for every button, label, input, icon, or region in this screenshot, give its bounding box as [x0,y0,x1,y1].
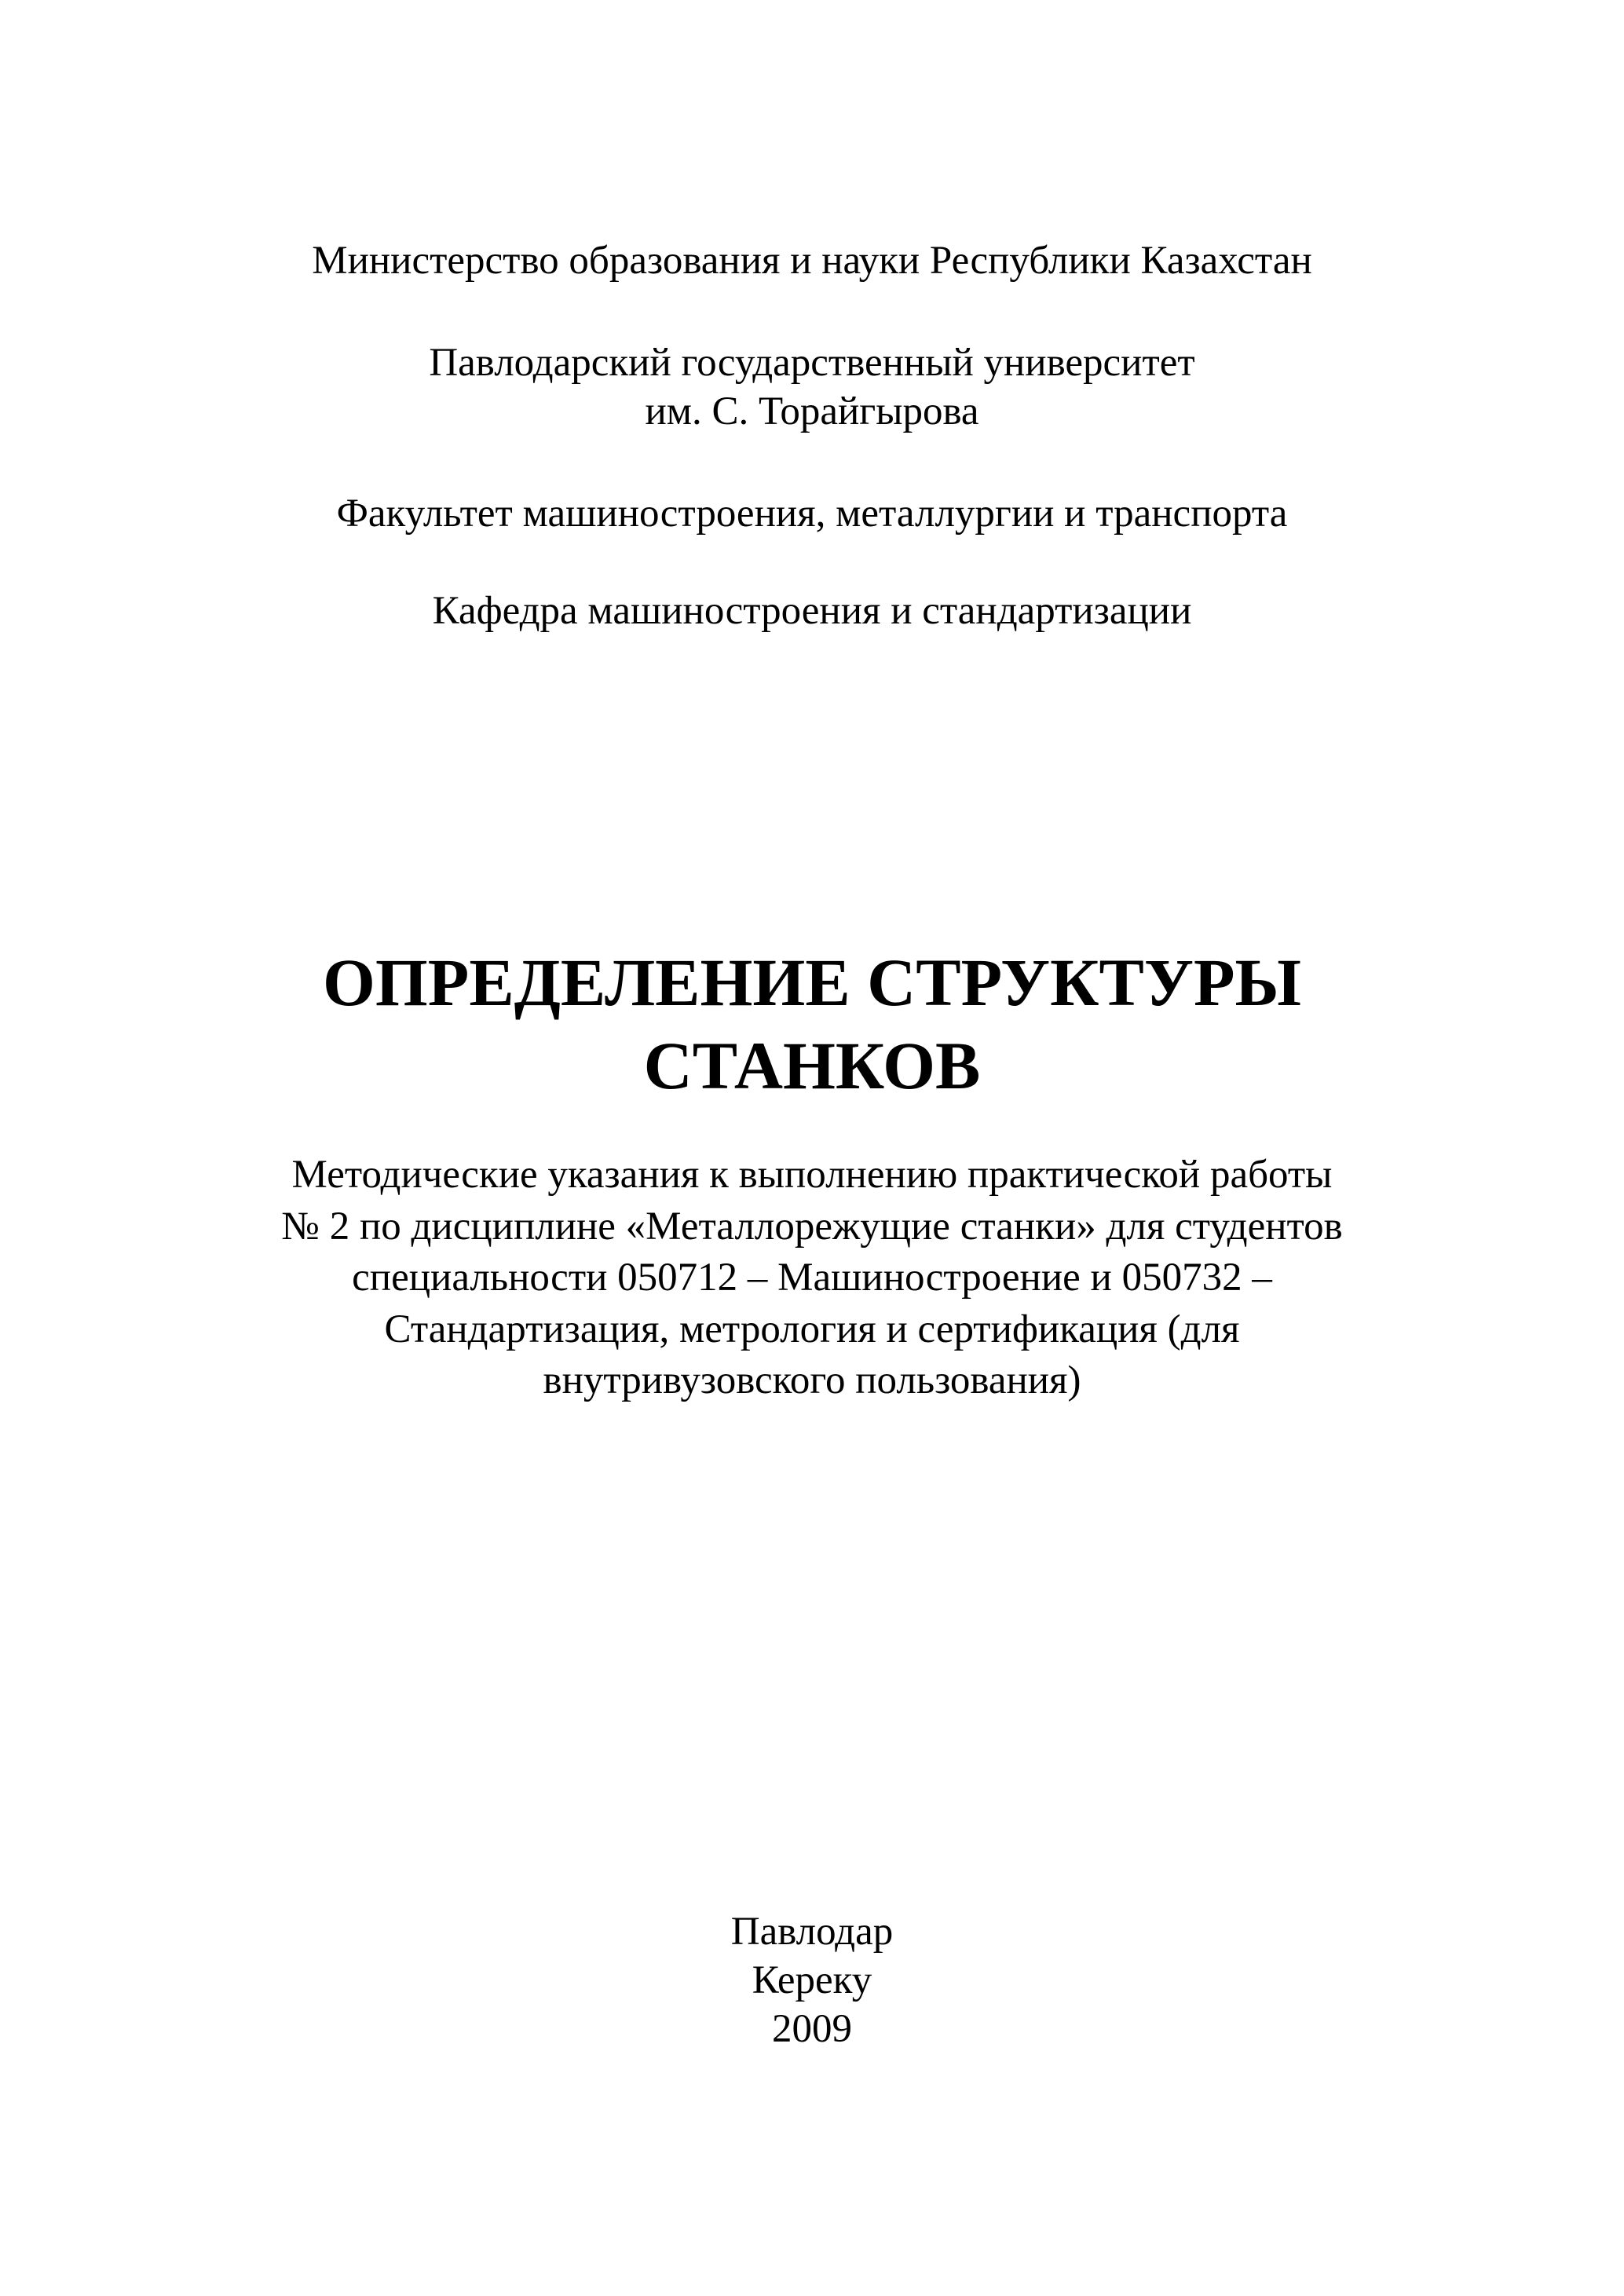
subtitle-line-3: специальности 050712 – Машиностроение и 050732 – [352,1256,1272,1300]
imprint-city: Павлодар [730,1910,894,1954]
subtitle-line-1: Методические указания к выполнению практической работы [291,1153,1333,1197]
ministry-name: Министерство образования и науки Республики Казахстан [312,239,1312,283]
subtitle-line-5: внутривузовского пользования) [543,1358,1081,1402]
imprint-publisher: Кереку [752,1958,872,2002]
document-title-line-2: СТАНКОВ [643,1028,981,1103]
university-name: Павлодарский государственный университет [429,341,1195,385]
document-title-line-1: ОПРЕДЕЛЕНИЕ СТРУКТУРЫ [323,945,1301,1020]
department-name: Кафедра машиностроения и стандартизации [432,589,1192,633]
imprint-year: 2009 [772,2007,852,2051]
faculty-name: Факультет машиностроения, металлургии и транспорта [336,492,1288,536]
subtitle-line-4: Стандартизация, метрология и сертификация (для [384,1307,1240,1351]
university-name-continued: им. С. Торайгырова [645,389,979,433]
subtitle-line-2: № 2 по дисциплине «Металлорежущие станки» для студентов [281,1205,1343,1249]
